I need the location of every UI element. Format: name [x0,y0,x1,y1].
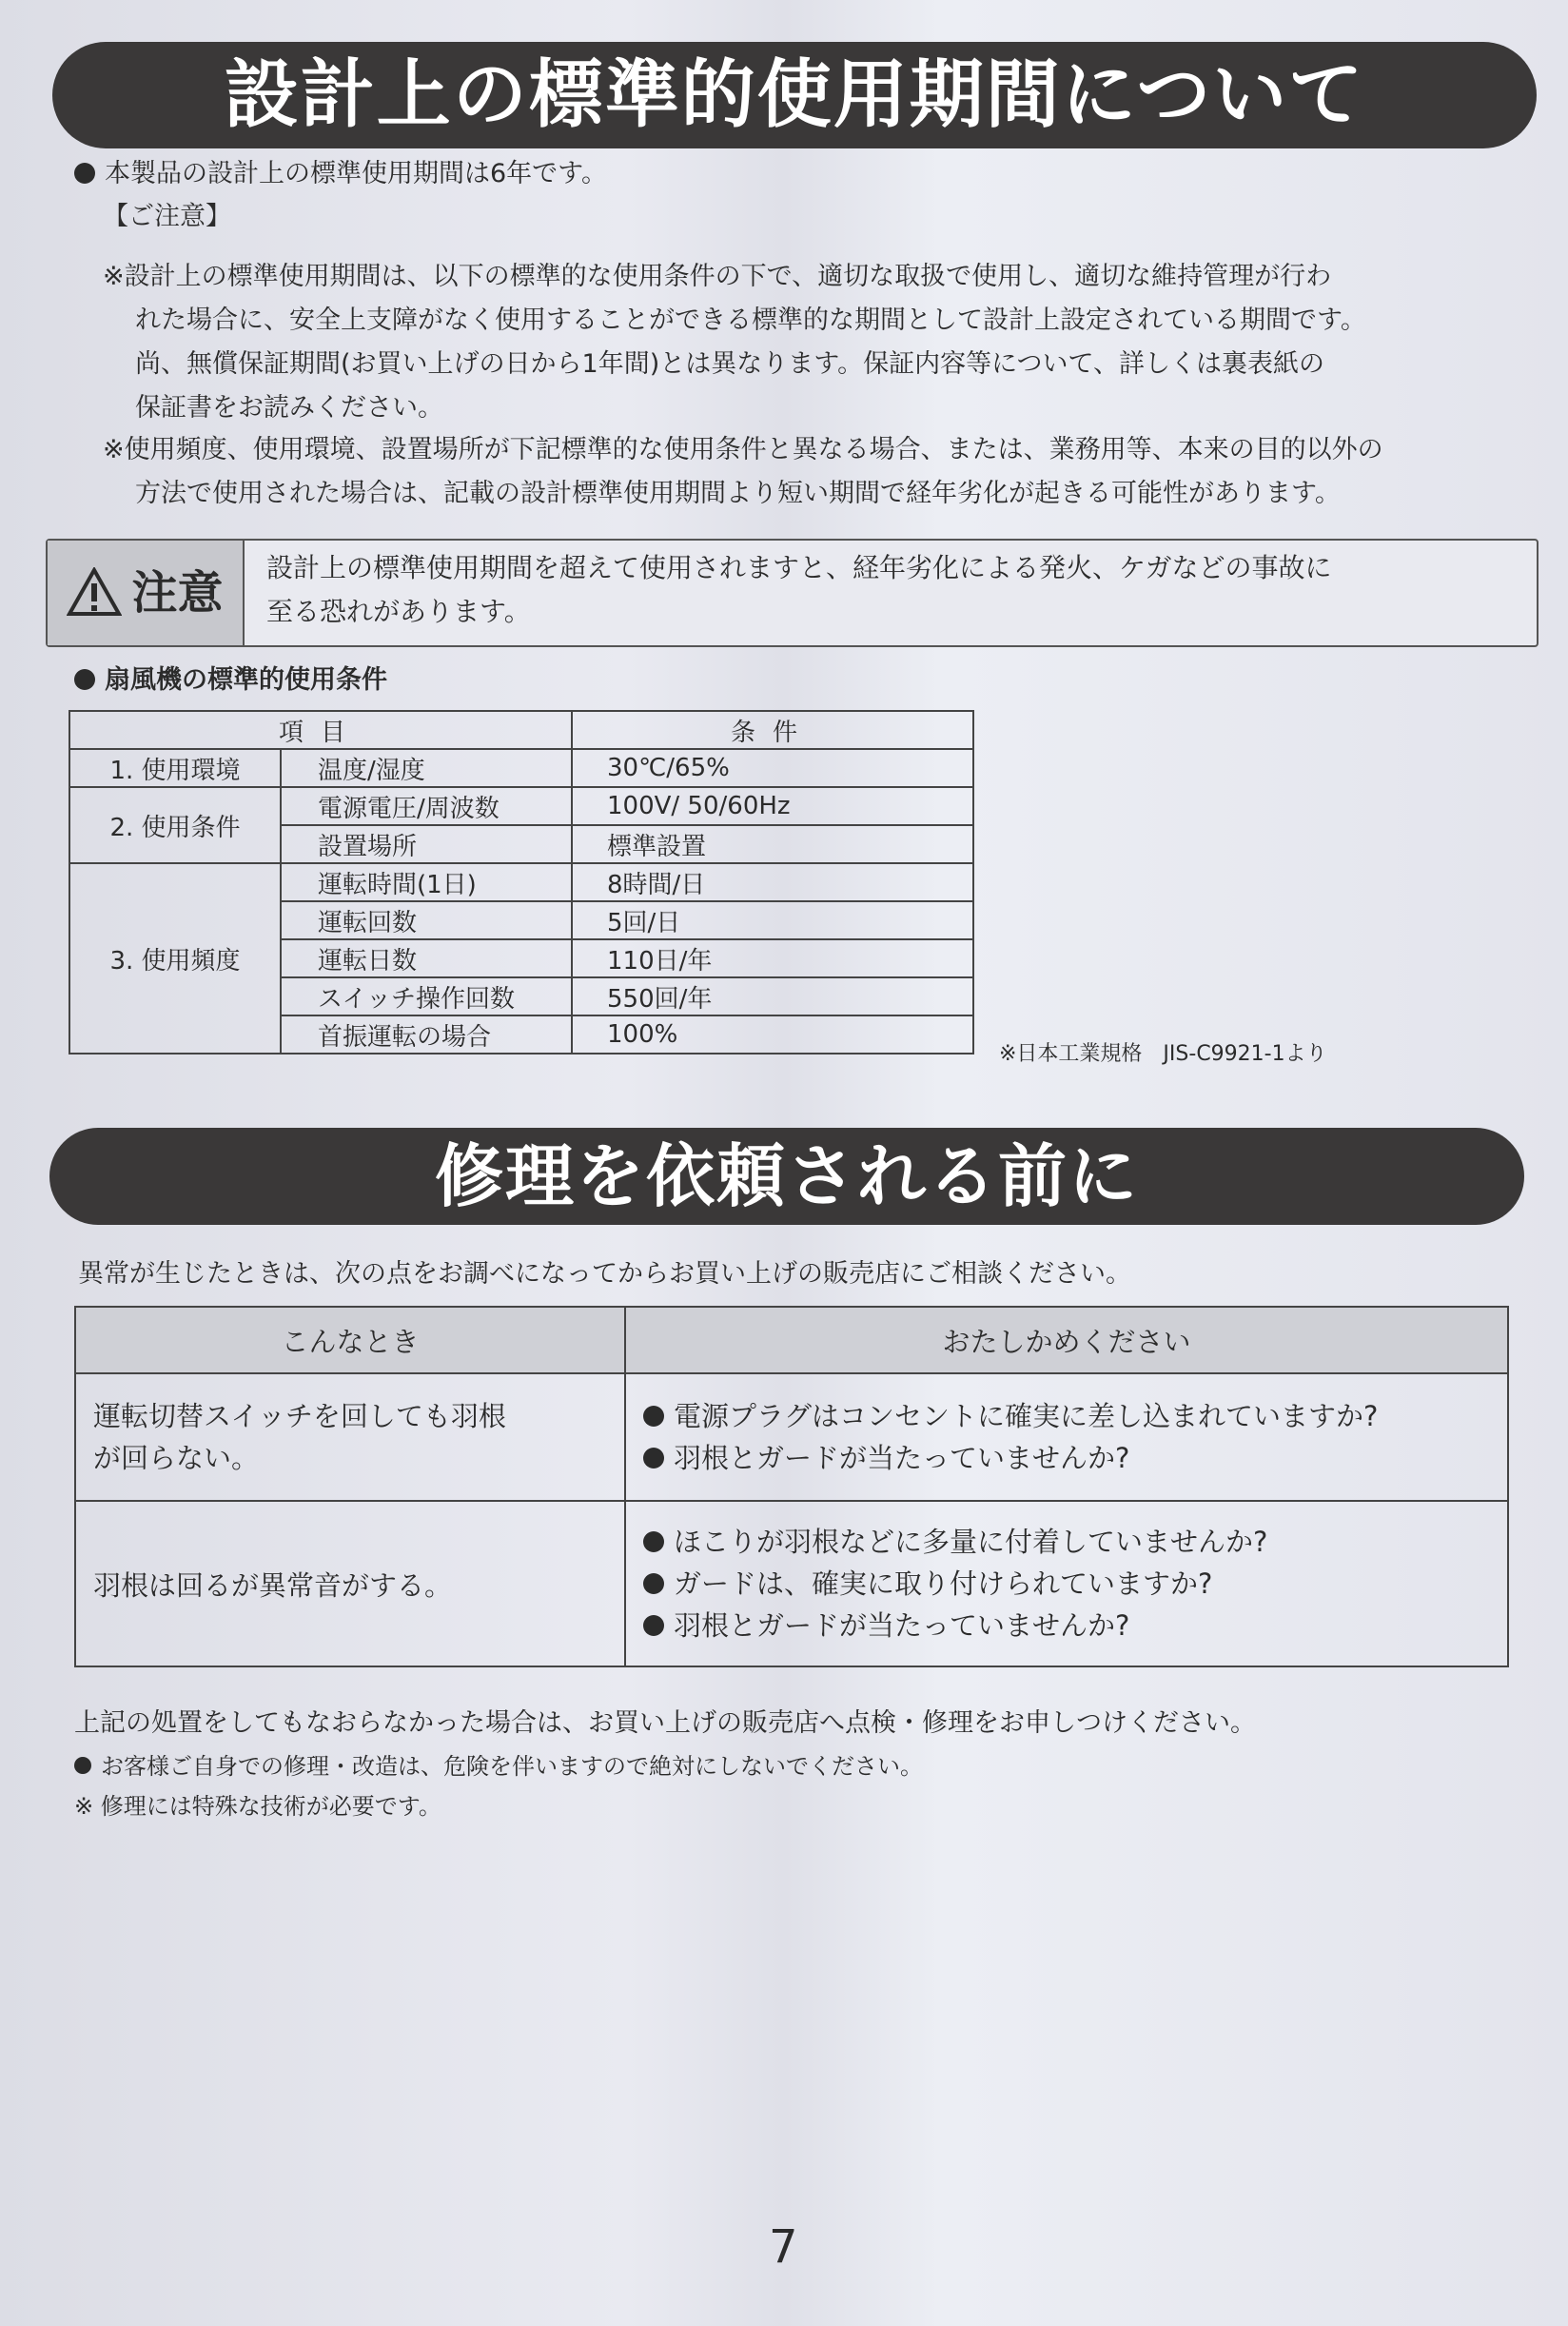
caution-label: 注意 [48,541,245,645]
check-item: ガードは、確実に取り付けられていますか? [643,1563,1490,1605]
conditions-heading: 扇風機の標準的使用条件 [74,659,387,702]
value-cell: 110日/年 [572,939,973,977]
note-2: ※使用頻度、使用環境、設置場所が下記標準的な使用条件と異なる場合、または、業務用等、本来の目的以外の 方法で使用された場合は、記載の設計標準使用期間より短い期間で経年劣化が起きる可能性があります。 [103,435,1383,508]
item-cell: 設置場所 [281,825,572,863]
header-check: おたしかめください [625,1307,1508,1373]
symptom-cell: 運転切替スイッチを回しても羽根 が回らない。 [75,1373,625,1501]
header-item: 項目 [69,711,572,749]
bullet-icon [643,1406,664,1427]
value-cell: 100% [572,1015,973,1054]
check-cell [625,1373,1508,1501]
check-item: 羽根とガードが当たっていませんか? [643,1437,1490,1479]
value-cell: 標準設置 [572,825,973,863]
repair-intro: 異常が生じたときは、次の点をお調べになってからお買い上げの販売店にご相談ください。 [78,1259,1131,1289]
item-cell: スイッチ操作回数 [281,977,572,1015]
value-cell: 5回/日 [572,901,973,939]
item-cell: 首振運転の場合 [281,1015,572,1054]
category-cell: 3. 使用頻度 [69,863,281,1054]
bullet-icon [74,163,95,184]
table-header-row [69,711,973,749]
table-row [75,1373,1508,1501]
category-cell: 1. 使用環境 [69,749,281,787]
check-cell [625,1501,1508,1666]
bullet-icon [643,1448,664,1469]
item-cell: 温度/湿度 [281,749,572,787]
warning-triangle-icon [67,567,122,617]
bullet-icon [74,1757,91,1774]
bullet-icon [643,1615,664,1636]
table-header-row [75,1307,1508,1373]
item-cell: 運転時間(1日) [281,863,572,901]
conditions-table [69,710,974,1055]
page-number: 7 [769,2220,798,2274]
troubleshooting-table [74,1306,1509,1667]
value-cell: 550回/年 [572,977,973,1015]
section-title-before-repair: 修理を依頼される前に [49,1128,1524,1225]
header-when: こんなとき [75,1307,625,1373]
table-row [69,749,973,787]
value-cell: 100V/ 50/60Hz [572,787,973,825]
caution-text: 設計上の標準使用期間を超えて使用されますと、経年劣化による発火、ケガなどの事故に 至る恐れがあります。 [266,552,1332,627]
section-title-usage-period: 設計上の標準的使用期間について [52,42,1537,148]
note-1: ※設計上の標準使用期間は、以下の標準的な使用条件の下で、適切な取扱で使用し、適切な維持管理が行わ れた場合に、安全上支障がなく使用することができる標準的な期間として設計上設定されている期間です。 尚、無償保証期間(お買い上げの日から1年間)とは異なります。保証内容等について、詳しくは裏表紙の 保証書をお読みください。 [103,262,1366,423]
header-condition: 条件 [572,711,973,749]
item-cell: 運転日数 [281,939,572,977]
table-row [75,1501,1508,1666]
standard-source-note: ※日本工業規格 JIS-C9921-1より [999,1042,1327,1066]
value-cell: 8時間/日 [572,863,973,901]
table-row [69,787,973,825]
note-heading: 【ご注意】 [103,202,231,231]
category-cell: 2. 使用条件 [69,787,281,863]
value-cell: 30℃/65% [572,749,973,787]
check-item: 電源プラグはコンセントに確実に差し込まれていますか? [643,1395,1490,1437]
bullet-icon [74,669,95,690]
intro-line: 本製品の設計上の標準使用期間は6年です。 [74,152,607,196]
item-cell: 電源電圧/周波数 [281,787,572,825]
repair-note: ※ 修理には特殊な技術が必要です。 [74,1793,441,1820]
warning-line: お客様ご自身での修理・改造は、危険を伴いますので絶対にしないでください。 [74,1747,923,1781]
table-row [69,863,973,901]
caution-box [46,539,1539,647]
check-item: ほこりが羽根などに多量に付着していませんか? [643,1521,1490,1563]
item-cell: 運転回数 [281,901,572,939]
check-item: 羽根とガードが当たっていませんか? [643,1605,1490,1646]
bullet-icon [643,1531,664,1552]
symptom-cell: 羽根は回るが異常音がする。 [75,1501,625,1666]
bullet-icon [643,1573,664,1594]
after-text: 上記の処置をしてもなおらなかった場合は、お買い上げの販売店へ点検・修理をお申しつけください。 [74,1708,1256,1738]
